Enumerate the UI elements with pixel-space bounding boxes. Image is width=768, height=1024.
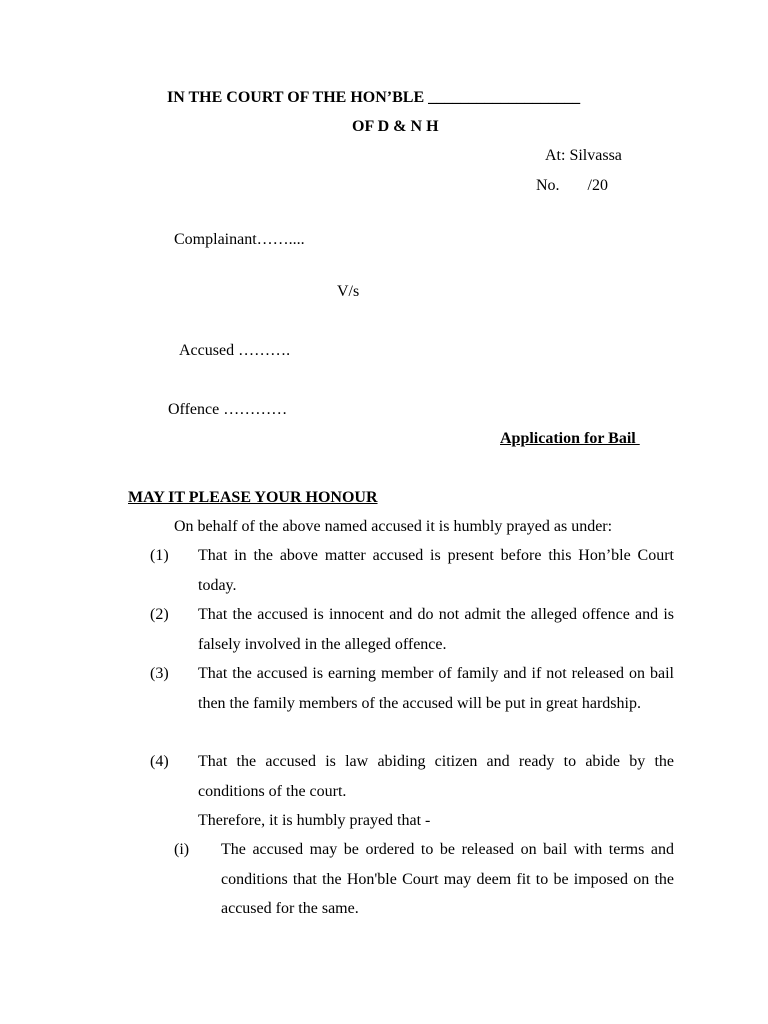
- ground-text: That the accused is earning member of family and if not released on bail then the family members of the accused will be put in great hardship.: [198, 665, 674, 712]
- application-title: Application for Bail: [500, 430, 640, 447]
- versus-text: V/s: [337, 283, 360, 300]
- offence-line: Offence …………: [168, 401, 288, 418]
- intro-paragraph: On behalf of the above named accused it is humbly prayed as under:: [174, 518, 613, 535]
- ground-number: (1): [150, 547, 169, 564]
- ground-number: (4): [150, 753, 169, 770]
- prayer-text: The accused may be ordered to be released on bail with terms and conditions that the Hon'ble Court may deem fit to be imposed on the accused for the same.: [221, 841, 674, 917]
- court-heading: IN THE COURT OF THE HON’BLE ___________________: [167, 89, 581, 106]
- ground-text: That in the above matter accused is present before this Hon’ble Court today.: [198, 547, 674, 594]
- ground-number: (2): [150, 606, 169, 623]
- accused-line: Accused ……….: [179, 342, 291, 359]
- prayer-number: (i): [174, 841, 190, 858]
- case-number: No. /20: [536, 177, 608, 194]
- ground-text: That the accused is innocent and do not admit the alleged offence and is falsely involved in the alleged offence.: [198, 606, 674, 653]
- complainant-line: Complainant……....: [174, 231, 305, 248]
- location-text: At: Silvassa: [545, 147, 622, 164]
- prayer-intro: Therefore, it is humbly prayed that -: [198, 812, 431, 829]
- ground-text: That the accused is law abiding citizen and ready to abide by the conditions of the court.: [198, 753, 674, 800]
- ground-number: (3): [150, 665, 169, 682]
- salutation: MAY IT PLEASE YOUR HONOUR: [128, 489, 378, 506]
- jurisdiction-heading: OF D & N H: [352, 118, 439, 135]
